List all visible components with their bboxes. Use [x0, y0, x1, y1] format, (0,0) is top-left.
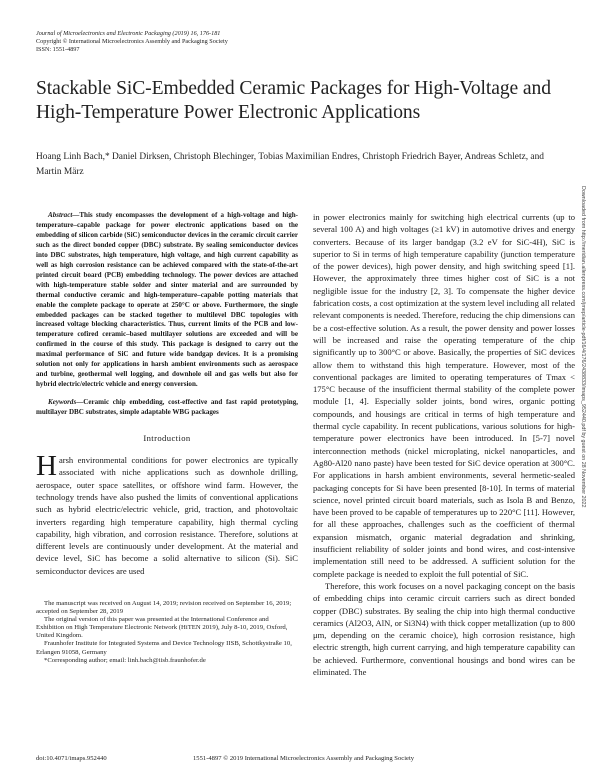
abstract-label: Abstract — [48, 211, 73, 219]
abstract-text: This study encompasses the development of a high-voltage and high-temperature–capable package for power electronic applications based on the embedding of silicon carbide (SiC) semiconductor devices in the ceramic circuit carrier such as the direct bonded copper (DBC) substrate. By sealing semiconductor devices into DBC substrates, high temperature, high voltage, and high current capability as well as high corrosion resistance can be achieved compared with the state-of-the-art printed circuit board (PCB) embedding technology. The power devices are attached with high-temperature stable solder and sinter material and are surrounded by thermal conductive ceramic and high-temperature–capable potting materials that enable the complete package to operate at 250°C or above. Furthermore, the single embedded packages can be stacked together to multilevel DBC topologies with increased voltage blocking characteristics. Thus, current limits of the PCB and low-temperature cofired ceramic–based multilayer solutions are exceeded and will be confirmed in the course of this study. This package is designed to carry out the maximal performance of SiC and future wide bandgap devices. It is a promising solution not only for applications in harsh ambient environments such as aerospace and turbine, geothermal well logging, and downhole oil and gas wells but also for hybrid electric/electric vehicle and energy conversion. — [36, 211, 298, 389]
footnote-conference: The original version of this paper was presented at the International Conference and Exhibition on High Temperature Electronic Network (HiTEN 2019), July 8-10, 2019, Oxford, United Kingdom. — [36, 616, 288, 640]
issn-line: ISSN: 1551-4897 — [36, 46, 80, 54]
intro-text-col2-p1: in power electronics mainly for switching high electrical currents (up to several 100 A) and high voltages (≥1 kV) in automotive drives and energy converters. Because of its larger bandgap (3.2 eV for SiC-4H), SiC is superior to Si in terms of high temperature capability (junction temperature of the power devices), high power density, and high switching speed [1]. However, the approximately three times higher cost of SiC is a not negligible issue for the industry [2, 3]. To compensate the higher device fabrication costs, a cost optimization at the system level including all related relevant components is needed. Therefore, reducing the chip dimensions can be a cost-effective solution. As a result, the power density and power losses will be increased and raise the operating temperature of the chip significantly up to 300°C or above. Basically, the properties of SiC devices allow them to withstand this high temperature. However, most of the conventional packages are limited to operating temperatures of Tmax < 175°C because of the insufficient thermal stability of the complete power module [1, 4]. Especially solder joints, bond wires, organic potting compounds, and housings are critical in terms of high temperature and thermal cycle capability. In recent publications, various solutions for high-temperature power electronics have been introduced. In [5-7] novel interconnection methods (nickel microplating, nickel nanoparticles, and Ag80-Al20 nano paste) have been tested for SiC device operation at 300°C. For applications in harsh ambient environments, several hermetic-sealed packaging concepts for Si have been presented [8-10]. In terms of material science, novel printed circuit board materials, such as Isola B and Benzo, have been proved to be capable of temperatures up to 220°C [11]. However, for all these approaches, challenges such as the coefficient of thermal expansion mismatch, organic material degradation and shrinking, insufficient reliability of solder joints and bond wires, and cost-intensive implementation still need to be addressed. A sufficient solution for the complete package is needed to exploit the full potential of SiC. — [313, 212, 575, 579]
doi-footer: doi:10.4071/imaps.952440 — [36, 755, 107, 762]
download-sidebar-text: Downloaded from http://meridian.allenpress.com/jmep/article-pdf/16/4/176/2438833/imaps_952440.pdf by guest on 28 November 2022 — [580, 186, 586, 508]
copyright-line: Copyright © International Microelectronics Assembly and Packaging Society — [36, 38, 228, 46]
footnote-affiliation: Fraunhofer Institute for Integrated Systems and Device Technology IISB, Schottkystraße 10, Erlangen 91058, Germany — [36, 640, 292, 656]
section-heading-introduction: Introduction — [143, 433, 191, 444]
intro-text-col2-p2: Therefore, this work focuses on a novel packaging concept on the basis of embedding chips into ceramic circuit carriers such as direct bonded copper (DBC) substrates. By sealing the chip into high thermal conductive ceramics (Al2O3, AlN, or Si3N4) with thick copper metallization (up to 800 μm, depending on the ceramic choice), high corrosion resistance, high electric strength, high current carrying, and high temperature capability can be achieved. Furthermore, conventional housings and bond wires can be eliminated. The — [313, 580, 575, 677]
footnote-corresponding: *Corresponding author; email: linh.bach@iisb.fraunhofer.de — [44, 656, 206, 664]
journal-citation: Journal of Microelectronics and Electronic Packaging (2019) 16, 176-181 — [36, 30, 221, 37]
keywords-label: Keywords — [48, 398, 77, 407]
download-sidebar — [576, 186, 588, 706]
drop-cap: H — [36, 450, 57, 483]
keywords-text: Ceramic chip embedding, cost-effective and fast rapid prototyping, multilayer DBC substrates, simple adaptable WBG packages — [36, 398, 298, 417]
journal-meta — [36, 30, 228, 55]
intro-text-col1: arsh environmental conditions for power electronics are typically associated with niche applications such as downhole drilling, aerospace, outer space satellites, or offshore wind farm. However, the technology trends have also pushed the limits of conventional applications such as hybrid electric/electric vehicle, grid, traction, and photovoltaic inverters regarding high temperature capability, high thermal cycling capability, high vibration, and corrosion resistance. Therefore, solutions at different levels are continuously under development. At the material and device level, SiC has become a solid alternative to silicon (Si). SiC semiconductor devices are used — [36, 455, 298, 576]
paper-title: Stackable SiC-Embedded Ceramic Packages for High-Voltage and High-Temperature Power Electronic Applications — [36, 78, 551, 123]
abstract: Abstract—This study encompasses the development of a high-voltage and high-temperature–capable package for power electronic applications based on the embedding of silicon carbide (SiC) semiconductor devices in the ceramic circuit carrier such as the direct bonded copper (DBC) substrate. By sealing semiconductor devices into DBC substrates, high temperature, high voltage, and high current capability as well as high corrosion resistance can be achieved compared with the state-of-the-art printed circuit board (PCB) embedding technology. The power devices are attached with high-temperature stable solder and sinter material and are surrounded by thermal conductive ceramic and high-temperature–capable potting materials that enable the complete package to operate at 250°C or above. Furthermore, the single embedded packages can be stacked together to multilevel DBC topologies with increased voltage blocking characteristics. Thus, current limits of the PCB and low-temperature cofired ceramic–based multilayer solutions are exceeded and will be confirmed in the course of this study. This package is designed to carry out the maximal performance of SiC and future wide bandgap devices. It is a promising solution not only for applications in harsh ambient environments such as aerospace and turbine, geothermal well logging, and downhole oil and gas wells but also for hybrid electric/electric vehicle and energy conversion. — [36, 211, 298, 389]
author-list: Hoang Linh Bach,* Daniel Dirksen, Christoph Blechinger, Tobias Maximilian Endres, Christoph Friedrich Bayer, Andreas Schletz, and Martin März — [36, 152, 544, 177]
keywords: Keywords—Ceramic chip embedding, cost-effective and fast rapid prototyping, multilayer DBC substrates, simple adaptable WBG packages — [36, 398, 298, 417]
footnote-received: The manuscript was received on August 14, 2019; revision received on September 16, 2019; accepted on September 28, 2019 — [36, 600, 292, 616]
copyright-footer: 1551-4897 © 2019 International Microelectronics Assembly and Packaging Society — [193, 755, 415, 762]
left-column — [36, 211, 298, 577]
footnotes — [36, 600, 298, 665]
intro-paragraph — [36, 450, 298, 577]
right-column — [313, 211, 575, 678]
